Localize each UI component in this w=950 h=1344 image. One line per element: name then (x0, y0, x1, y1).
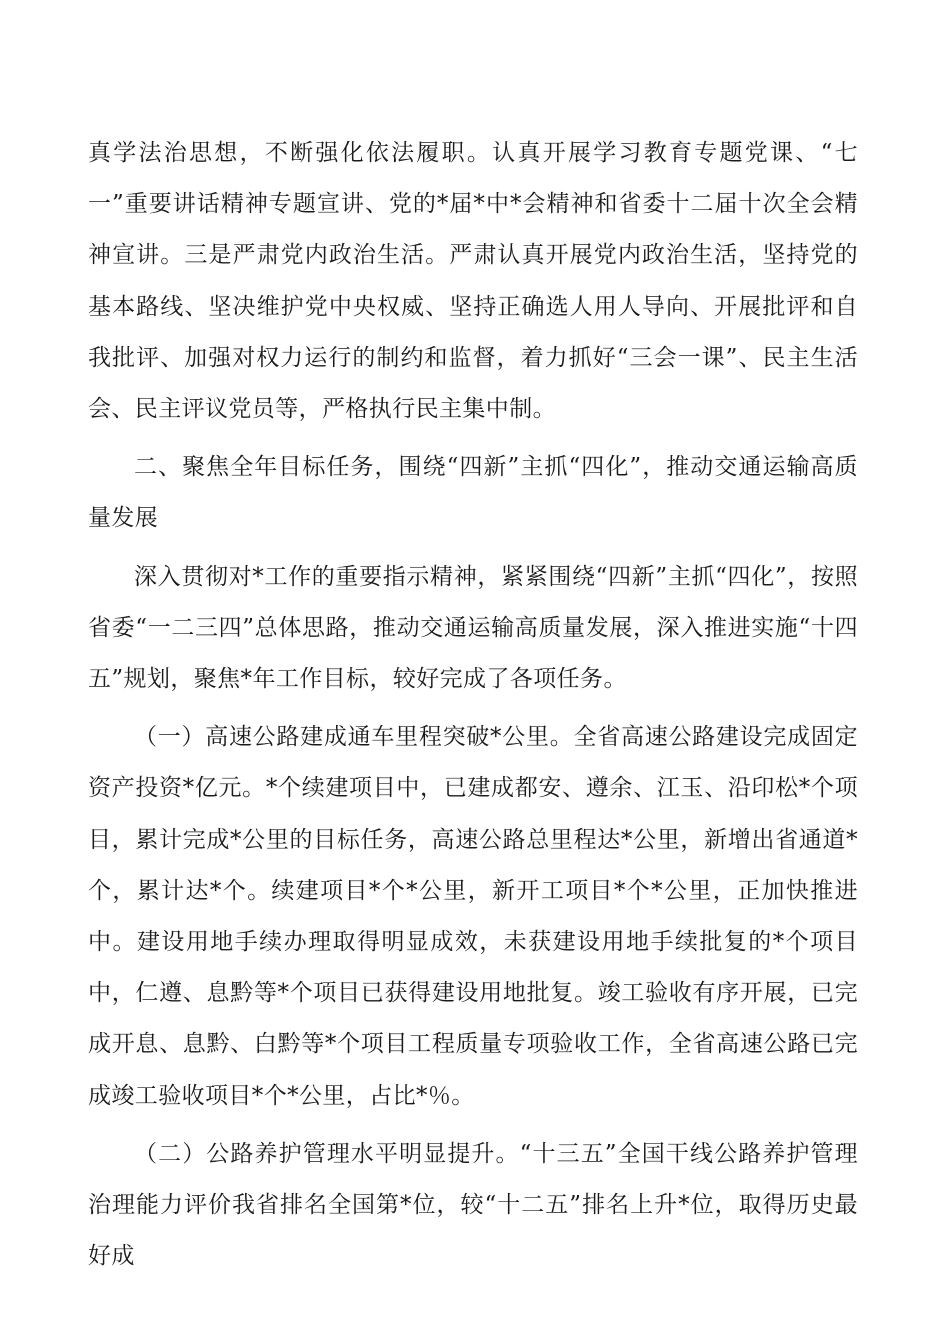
paragraph-road-maintenance: （二）公路养护管理水平明显提升。“十三五”全国干线公路养护管理治理能力评价我省排名全国第*位，较“十二五”排名上升*位，取得历史最好成 (88, 1140, 858, 1270)
section-heading-two: 二、聚焦全年目标任务，围绕“四新”主抓“四化”，推动交通运输高质量发展 (88, 454, 858, 532)
paragraph-party-life: 真学法治思想，不断强化依法履职。认真开展学习教育专题党课、“七一”重要讲话精神专题宣讲、党的*届*中*会精神和省委十二届十次全会精神宣讲。三是严肃党内政治生活。严肃认真开展党内政治生活，坚持党的基本路线、坚决维护党中央权威、坚持正确选人用人导向、开展批评和自我批评、加强对权力运行的制约和监督，着力抓好“三会一课”、民主生活会、民主评议党员等，严格执行民主集中制。 (88, 140, 858, 423)
document-page (88, 128, 858, 1289)
paragraph-highway-construction: （一）高速公路建成通车里程突破*公里。全省高速公路建设完成固定资产投资*亿元。*个续建项目中，已建成都安、遵余、江玉、沿印松*个项目，累计完成*公里的目标任务，高速公路总里程达*公里，新增出省通道*个，累计达*个。续建项目*个*公里，新开工项目*个*公里，正加快推进中。建设用地手续办理取得明显成效，未获建设用地手续批复的*个项目中，仁遵、息黔等*个项目已获得建设用地批复。竣工验收有序开展，已完成开息、息黔、白黔等*个项目工程质量专项验收工作，全省高速公路已完成竣工验收项目*个*公里，占比*％。 (88, 724, 858, 1109)
paragraph-overview: 深入贯彻对*工作的重要指示精神，紧紧围绕“四新”主抓“四化”，按照省委“一二三四”总体思路，推动交通运输高质量发展，深入推进实施“十四五”规划，聚焦*年工作目标，较好完成了各项任务。 (88, 563, 858, 693)
